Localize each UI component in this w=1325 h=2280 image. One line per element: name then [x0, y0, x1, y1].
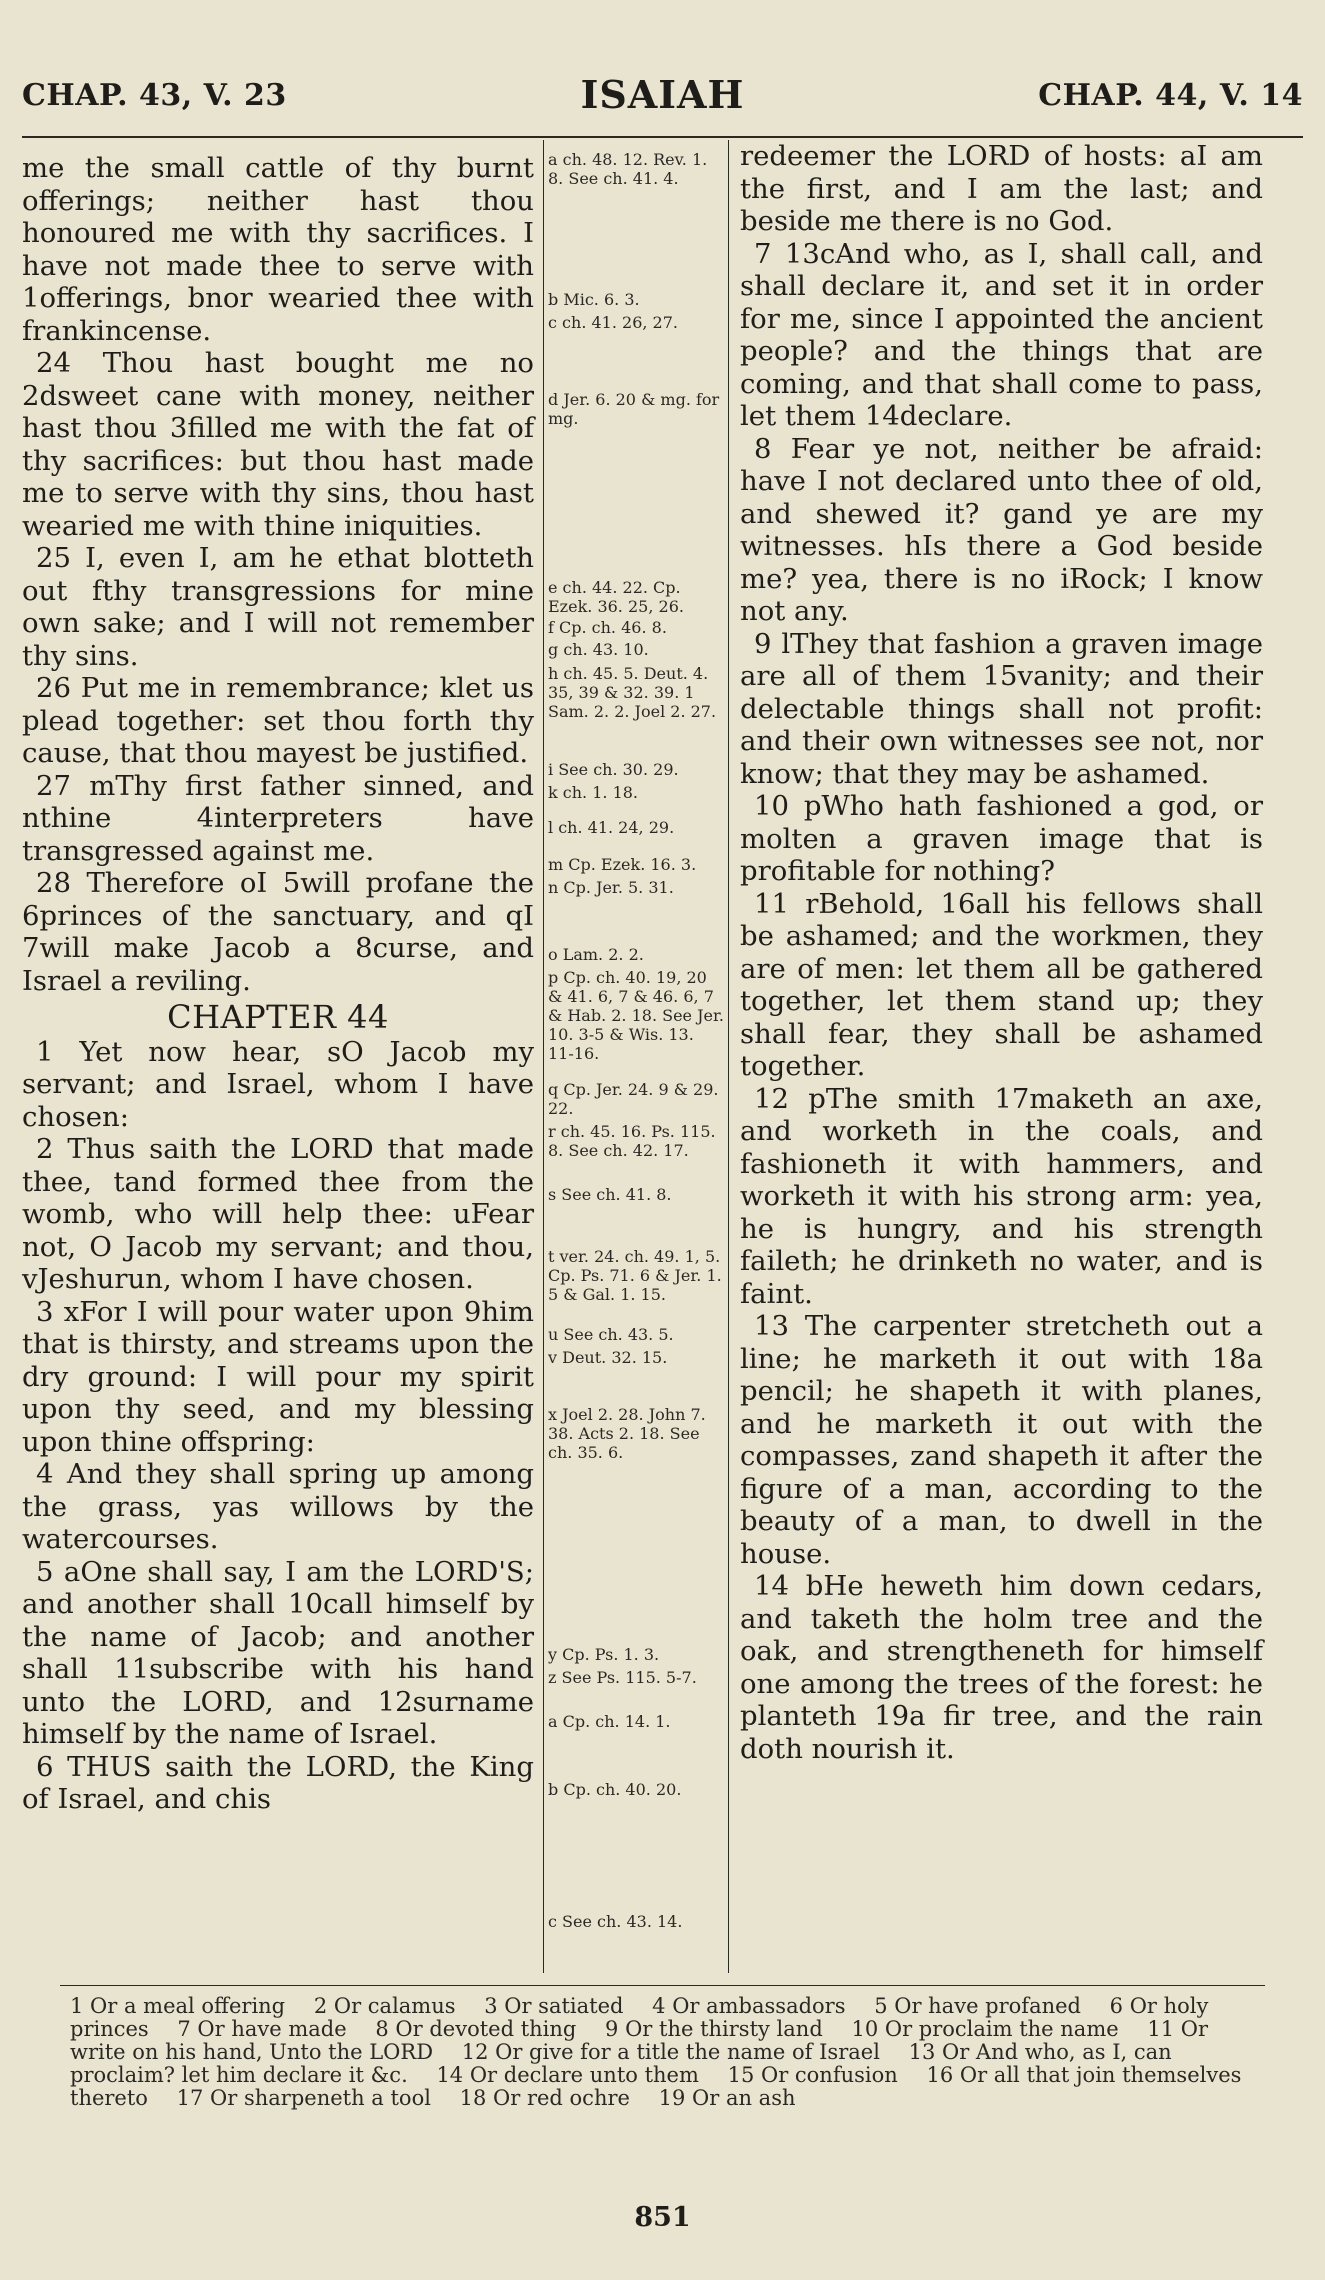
paragraph: redeemer the LORD of hosts: aI am the first, and I am the last; and beside me there is no God. — [740, 140, 1263, 237]
verse-paragraph: 13 The carpenter stretcheth out a line; he marketh it out with 18a pencil; he shapeth it with planes, and he marketh it out with the compasses, zand shapeth it after the figure of a man, according to the beauty of a man, to dwell in the house. — [740, 1310, 1263, 1570]
footnote: 17 Or sharpeneth a tool — [176, 2086, 431, 2110]
cross-reference: i See ch. 30. 29. — [548, 760, 679, 779]
verse-paragraph: 4 And they shall spring up among the grass, yas willows by the watercourses. — [22, 1458, 534, 1555]
footnote: 2 Or calamus — [313, 1994, 456, 2018]
verse-paragraph: 25 I, even I, am he ethat blotteth out fthy transgressions for mine own sake; and I will not remember thy sins. — [22, 542, 534, 672]
footnote: 15 Or confusion — [727, 2063, 898, 2087]
footnote: 1 Or a meal offering — [70, 1994, 286, 2018]
cross-reference: a ch. 48. 12. Rev. 1. 8. See ch. 41. 4. — [548, 150, 708, 188]
header-book-title: ISAIAH — [580, 72, 745, 117]
running-head — [22, 72, 1303, 132]
cross-reference: l ch. 41. 24, 29. — [548, 818, 675, 837]
verse-paragraph: 14 bHe heweth him down cedars, and taketh the holm tree and the oak, and strengtheneth for himself one among the trees of the forest: he planteth 19a fir tree, and the rain doth nourish it. — [740, 1570, 1263, 1765]
cross-reference: k ch. 1. 18. — [548, 783, 639, 802]
footnote: 3 Or satiated — [484, 1994, 624, 2018]
cross-reference: d Jer. 6. 20 & mg. for mg. — [548, 390, 720, 428]
cross-reference: v Deut. 32. 15. — [548, 1348, 668, 1367]
cross-reference: b Mic. 6. 3. — [548, 290, 640, 309]
right-text-column — [740, 140, 1263, 1765]
cross-reference: m Cp. Ezek. 16. 3. — [548, 855, 697, 874]
footnotes — [70, 1995, 1270, 2110]
cross-reference: a Cp. ch. 14. 1. — [548, 1712, 671, 1731]
footnote: 10 Or proclaim the name — [851, 2017, 1119, 2041]
verse-paragraph: 1 Yet now hear, sO Jacob my servant; and Israel, whom I have chosen: — [22, 1035, 534, 1133]
footnote: 11 Or write on his hand, Unto the LORD — [70, 2017, 1209, 2064]
header-right-reference: CHAP. 44, V. 14 — [1038, 78, 1303, 113]
cross-reference: q Cp. Jer. 24. 9 & 29. 22. — [548, 1080, 719, 1118]
cross-reference: c See ch. 43. 14. — [548, 1912, 683, 1931]
verse-paragraph: 6 THUS saith the LORD, the King of Israel, and chis — [22, 1750, 534, 1815]
column-divider-left — [543, 140, 544, 1973]
cross-reference: n Cp. Jer. 5. 31. — [548, 878, 674, 897]
cross-reference: c ch. 41. 26, 27. — [548, 313, 678, 332]
verse-paragraph: 24 Thou hast bought me no 2dsweet cane with money, neither hast thou 3filled me with the fat of thy sacrifices: but thou hast made me to serve with thy sins, thou hast wearied me with thine iniquities. — [22, 347, 534, 542]
header-rule — [22, 136, 1303, 138]
verse-paragraph: 9 lThey that fashion a graven image are all of them 15vanity; and their delectable things shall not profit: and their own witnesses see not, nor know; that they may be ashamed. — [740, 627, 1263, 790]
cross-reference: s See ch. 41. 8. — [548, 1185, 672, 1204]
footnote: 4 Or ambassadors — [652, 1994, 846, 2018]
verse-paragraph: 8 Fear ye not, neither be afraid: have I not declared unto thee of old, and shewed it? gand ye are my witnesses. hIs there a God beside me? yea, there is no iRock; I know not any. — [740, 432, 1263, 627]
verse-paragraph: 26 Put me in remembrance; klet us plead together: set thou forth thy cause, that thou mayest be justified. — [22, 672, 534, 769]
cross-reference: x Joel 2. 28. John 7. 38. Acts 2. 18. See ch. 35. 6. — [548, 1405, 706, 1462]
left-text-column — [22, 152, 534, 1816]
cross-reference: t ver. 24. ch. 49. 1, 5. Cp. Ps. 71. 6 & Jer. 1. 5 & Gal. 1. 15. — [548, 1247, 722, 1304]
verse-paragraph: 12 pThe smith 17maketh an axe, and worketh in the coals, and fashioneth it with hammers, and worketh it with his strong arm: yea, he is hungry, and his strength faileth; he drinketh no water, and is faint. — [740, 1082, 1263, 1310]
verse-paragraph: 3 xFor I will pour water upon 9him that is thirsty, and streams upon the dry ground: I will pour my spirit upon thy seed, and my blessing upon thine offspring: — [22, 1295, 534, 1458]
page-number: 851 — [634, 2202, 691, 2233]
cross-reference: b Cp. ch. 40. 20. — [548, 1780, 682, 1799]
column-divider-right — [728, 140, 729, 1973]
cross-reference: h ch. 45. 5. Deut. 4. 35, 39 & 32. 39. 1 Sam. 2. 2. Joel 2. 27. — [548, 664, 717, 721]
cross-reference: g ch. 43. 10. — [548, 640, 649, 659]
footnote: 16 Or all that join themselves thereto — [70, 2063, 1242, 2110]
footnote: 5 Or have profaned — [874, 1994, 1081, 2018]
cross-reference: e ch. 44. 22. Cp. Ezek. 36. 25, 26. — [548, 578, 684, 616]
cross-reference: y Cp. Ps. 1. 3. — [548, 1645, 660, 1664]
footnote: 13 Or And who, as I, can proclaim? let him declare it &c. — [70, 2040, 1172, 2087]
verse-paragraph: 11 rBehold, 16all his fellows shall be ashamed; and the workmen, they are of men: let them all be gathered together, let them stand up; they shall fear, they shall be ashamed together. — [740, 887, 1263, 1082]
footnote: 7 Or have made — [177, 2017, 347, 2041]
footnote: 14 Or declare unto them — [436, 2063, 699, 2087]
verse-paragraph: 7 13cAnd who, as I, shall call, and shall declare it, and set it in order for me, since I appointed the ancient people? and the things that are coming, and that shall come to pass, let them 14declare. — [740, 237, 1263, 432]
header-left-reference: CHAP. 43, V. 23 — [22, 78, 287, 113]
verse-paragraph: 10 pWho hath fashioned a god, or molten a graven image that is profitable for nothing? — [740, 790, 1263, 887]
cross-reference: r ch. 45. 16. Ps. 115. 8. See ch. 42. 17. — [548, 1122, 716, 1160]
verse-paragraph: 2 Thus saith the LORD that made thee, tand formed thee from the womb, who will help thee: uFear not, O Jacob my servant; and thou, vJeshurun, whom I have chosen. — [22, 1133, 534, 1295]
verse-paragraph: 5 aOne shall say, I am the LORD'S; and another shall 10call himself by the name of Jacob; and another shall 11subscribe with his hand unto the LORD, and 12surname himself by the name of Israel. — [22, 1555, 534, 1750]
cross-reference: z See Ps. 115. 5-7. — [548, 1668, 697, 1687]
chapter-heading: CHAPTER 44 — [167, 998, 389, 1036]
footnote: 18 Or red ochre — [459, 2086, 630, 2110]
footnote-rule — [60, 1985, 1265, 1986]
footnote: 6 Or holy princes — [70, 1994, 1209, 2041]
paragraph: me the small cattle of thy burnt offerings; neither hast thou honoured me with thy sacrifices. I have not made thee to serve with 1offerings, bnor wearied thee with frankincense. — [22, 152, 534, 347]
footnote: 12 Or give for a title the name of Israel — [461, 2040, 880, 2064]
cross-reference: f Cp. ch. 46. 8. — [548, 618, 667, 637]
footnote: 19 Or an ash — [658, 2086, 796, 2110]
cross-reference: o Lam. 2. 2. — [548, 945, 644, 964]
cross-reference: u See ch. 43. 5. — [548, 1325, 674, 1344]
footnote: 8 Or devoted thing — [375, 2017, 577, 2041]
verse-paragraph: 28 Therefore oI 5will profane the 6princes of the sanctuary, and qI 7will make Jacob a 8curse, and Israel a reviling. — [22, 867, 534, 997]
cross-reference: p Cp. ch. 40. 19, 20 & 41. 6, 7 & 46. 6, 7 & Hab. 2. 18. See Jer. 10. 3-5 & Wis. 13. 11-16. — [548, 968, 724, 1063]
verse-paragraph: 27 mThy first father sinned, and nthine 4interpreters have transgressed against me. — [22, 769, 534, 867]
footnote: 9 Or the thirsty land — [605, 2017, 823, 2041]
